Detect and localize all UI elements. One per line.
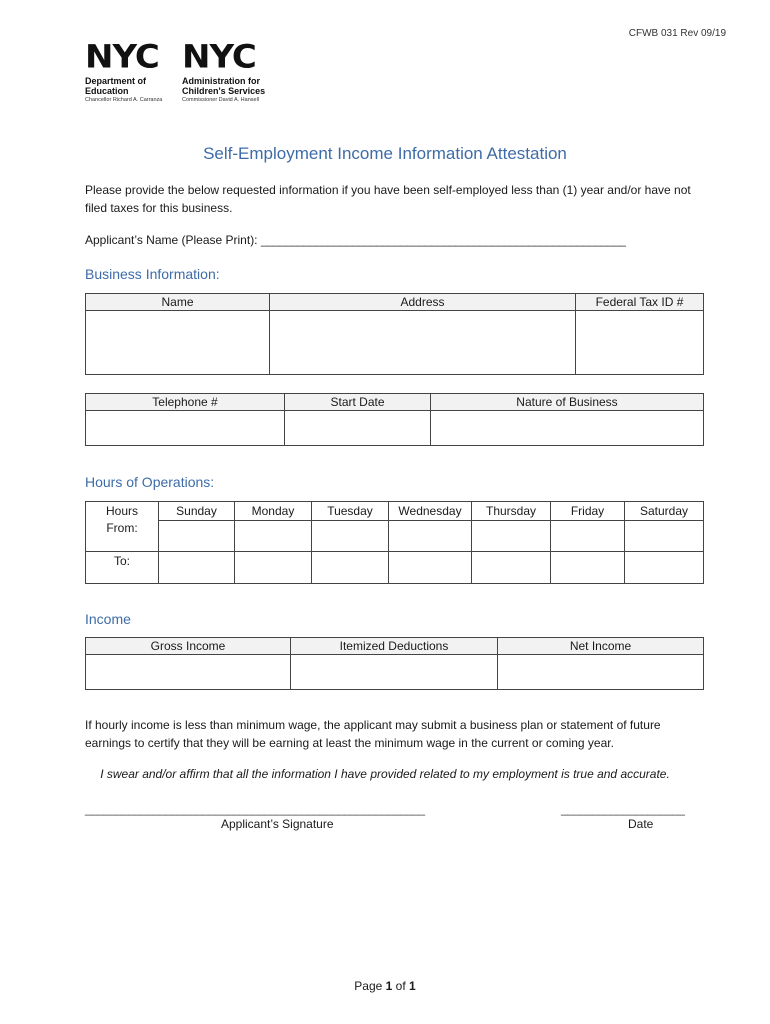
day-header: Wednesday <box>389 502 472 521</box>
start-date-cell[interactable] <box>285 411 431 446</box>
to-time-cell[interactable] <box>472 552 551 584</box>
applicant-name-label: Applicant’s Name (Please Print): <box>85 233 261 247</box>
oath-statement: I swear and/or affirm that all the information I have provided related to my employment is true and accurate. <box>100 767 670 781</box>
logo-subtitle: Chancellor Richard A. Carranza <box>85 97 163 103</box>
logo-wordmark: NYC <box>182 38 256 76</box>
day-header: Thursday <box>472 502 551 521</box>
to-time-cell[interactable] <box>312 552 389 584</box>
telephone-cell[interactable] <box>86 411 285 446</box>
logo-line: Department of <box>85 76 147 86</box>
day-header: Monday <box>235 502 312 521</box>
logo-line: Administration for <box>182 76 260 86</box>
to-time-cell[interactable] <box>551 552 625 584</box>
to-time-cell[interactable] <box>625 552 704 584</box>
from-time-cell[interactable] <box>235 521 312 552</box>
column-header: Net Income <box>498 638 704 655</box>
from-time-cell[interactable] <box>472 521 551 552</box>
form-code: CFWB 031 Rev 09/19 <box>628 28 726 39</box>
total-pages: 1 <box>409 979 416 993</box>
hours-label: Hours <box>86 502 159 521</box>
nature-of-business-cell[interactable] <box>431 411 704 446</box>
date-label: Date <box>628 817 654 831</box>
business-address-cell[interactable] <box>270 311 576 375</box>
nyc-acs-logo <box>182 40 265 104</box>
from-time-cell[interactable] <box>625 521 704 552</box>
day-header: Saturday <box>625 502 704 521</box>
from-time-cell[interactable] <box>159 521 235 552</box>
date-line[interactable]: ____________________ <box>561 802 685 816</box>
nyc-doe-logo <box>85 40 162 104</box>
day-header: Tuesday <box>312 502 389 521</box>
hours-table <box>85 501 704 584</box>
column-header: Name <box>86 294 270 311</box>
to-label: To: <box>86 552 159 584</box>
federal-tax-id-cell[interactable] <box>576 311 704 375</box>
section-income-heading: Income <box>85 611 131 627</box>
column-header: Start Date <box>285 394 431 411</box>
to-time-cell[interactable] <box>389 552 472 584</box>
itemized-deductions-cell[interactable] <box>291 655 498 690</box>
from-time-cell[interactable] <box>389 521 472 552</box>
column-header: Federal Tax ID # <box>576 294 704 311</box>
day-header: Sunday <box>159 502 235 521</box>
column-header: Address <box>270 294 576 311</box>
to-time-cell[interactable] <box>235 552 312 584</box>
business-table-1 <box>85 293 704 375</box>
day-header: Friday <box>551 502 625 521</box>
page-title: Self-Employment Income Information Attestation <box>203 144 567 163</box>
from-time-cell[interactable] <box>551 521 625 552</box>
logo-line: Children's Services <box>182 86 266 96</box>
page-word: Page <box>354 979 386 993</box>
from-time-cell[interactable] <box>312 521 389 552</box>
column-header: Nature of Business <box>431 394 704 411</box>
signature-line[interactable]: _______________________________________________________ <box>85 802 425 816</box>
to-time-cell[interactable] <box>159 552 235 584</box>
applicant-name-field[interactable]: ____________________________________________________________ <box>260 233 626 247</box>
business-table-2 <box>85 393 704 446</box>
net-income-cell[interactable] <box>498 655 704 690</box>
page-number <box>0 979 770 993</box>
business-name-cell[interactable] <box>86 311 270 375</box>
income-table <box>85 637 704 690</box>
gross-income-cell[interactable] <box>86 655 291 690</box>
column-header: Itemized Deductions <box>291 638 498 655</box>
minimum-wage-note: If hourly income is less than minimum wage, the applicant may submit a business plan or statement of future earnings to certify that they will be earning at least the minimum wage in the current or coming year. <box>85 718 661 750</box>
section-hours-heading: Hours of Operations: <box>85 474 215 490</box>
column-header: Gross Income <box>86 638 291 655</box>
logo-subtitle: Commissioner David A. Hansell <box>182 97 260 103</box>
from-label: From: <box>86 521 159 552</box>
current-page: 1 <box>385 979 393 993</box>
logo-wordmark: NYC <box>85 38 159 76</box>
intro-paragraph: Please provide the below requested information if you have been self-employed less than (1) year and/or have not filed taxes for this business. <box>85 183 691 215</box>
logo-line: Education <box>85 86 129 96</box>
of-word: of <box>392 979 410 993</box>
signature-label: Applicant’s Signature <box>221 817 334 831</box>
section-business-heading: Business Information: <box>85 266 220 282</box>
applicant-name-row <box>85 231 625 249</box>
column-header: Telephone # <box>86 394 285 411</box>
